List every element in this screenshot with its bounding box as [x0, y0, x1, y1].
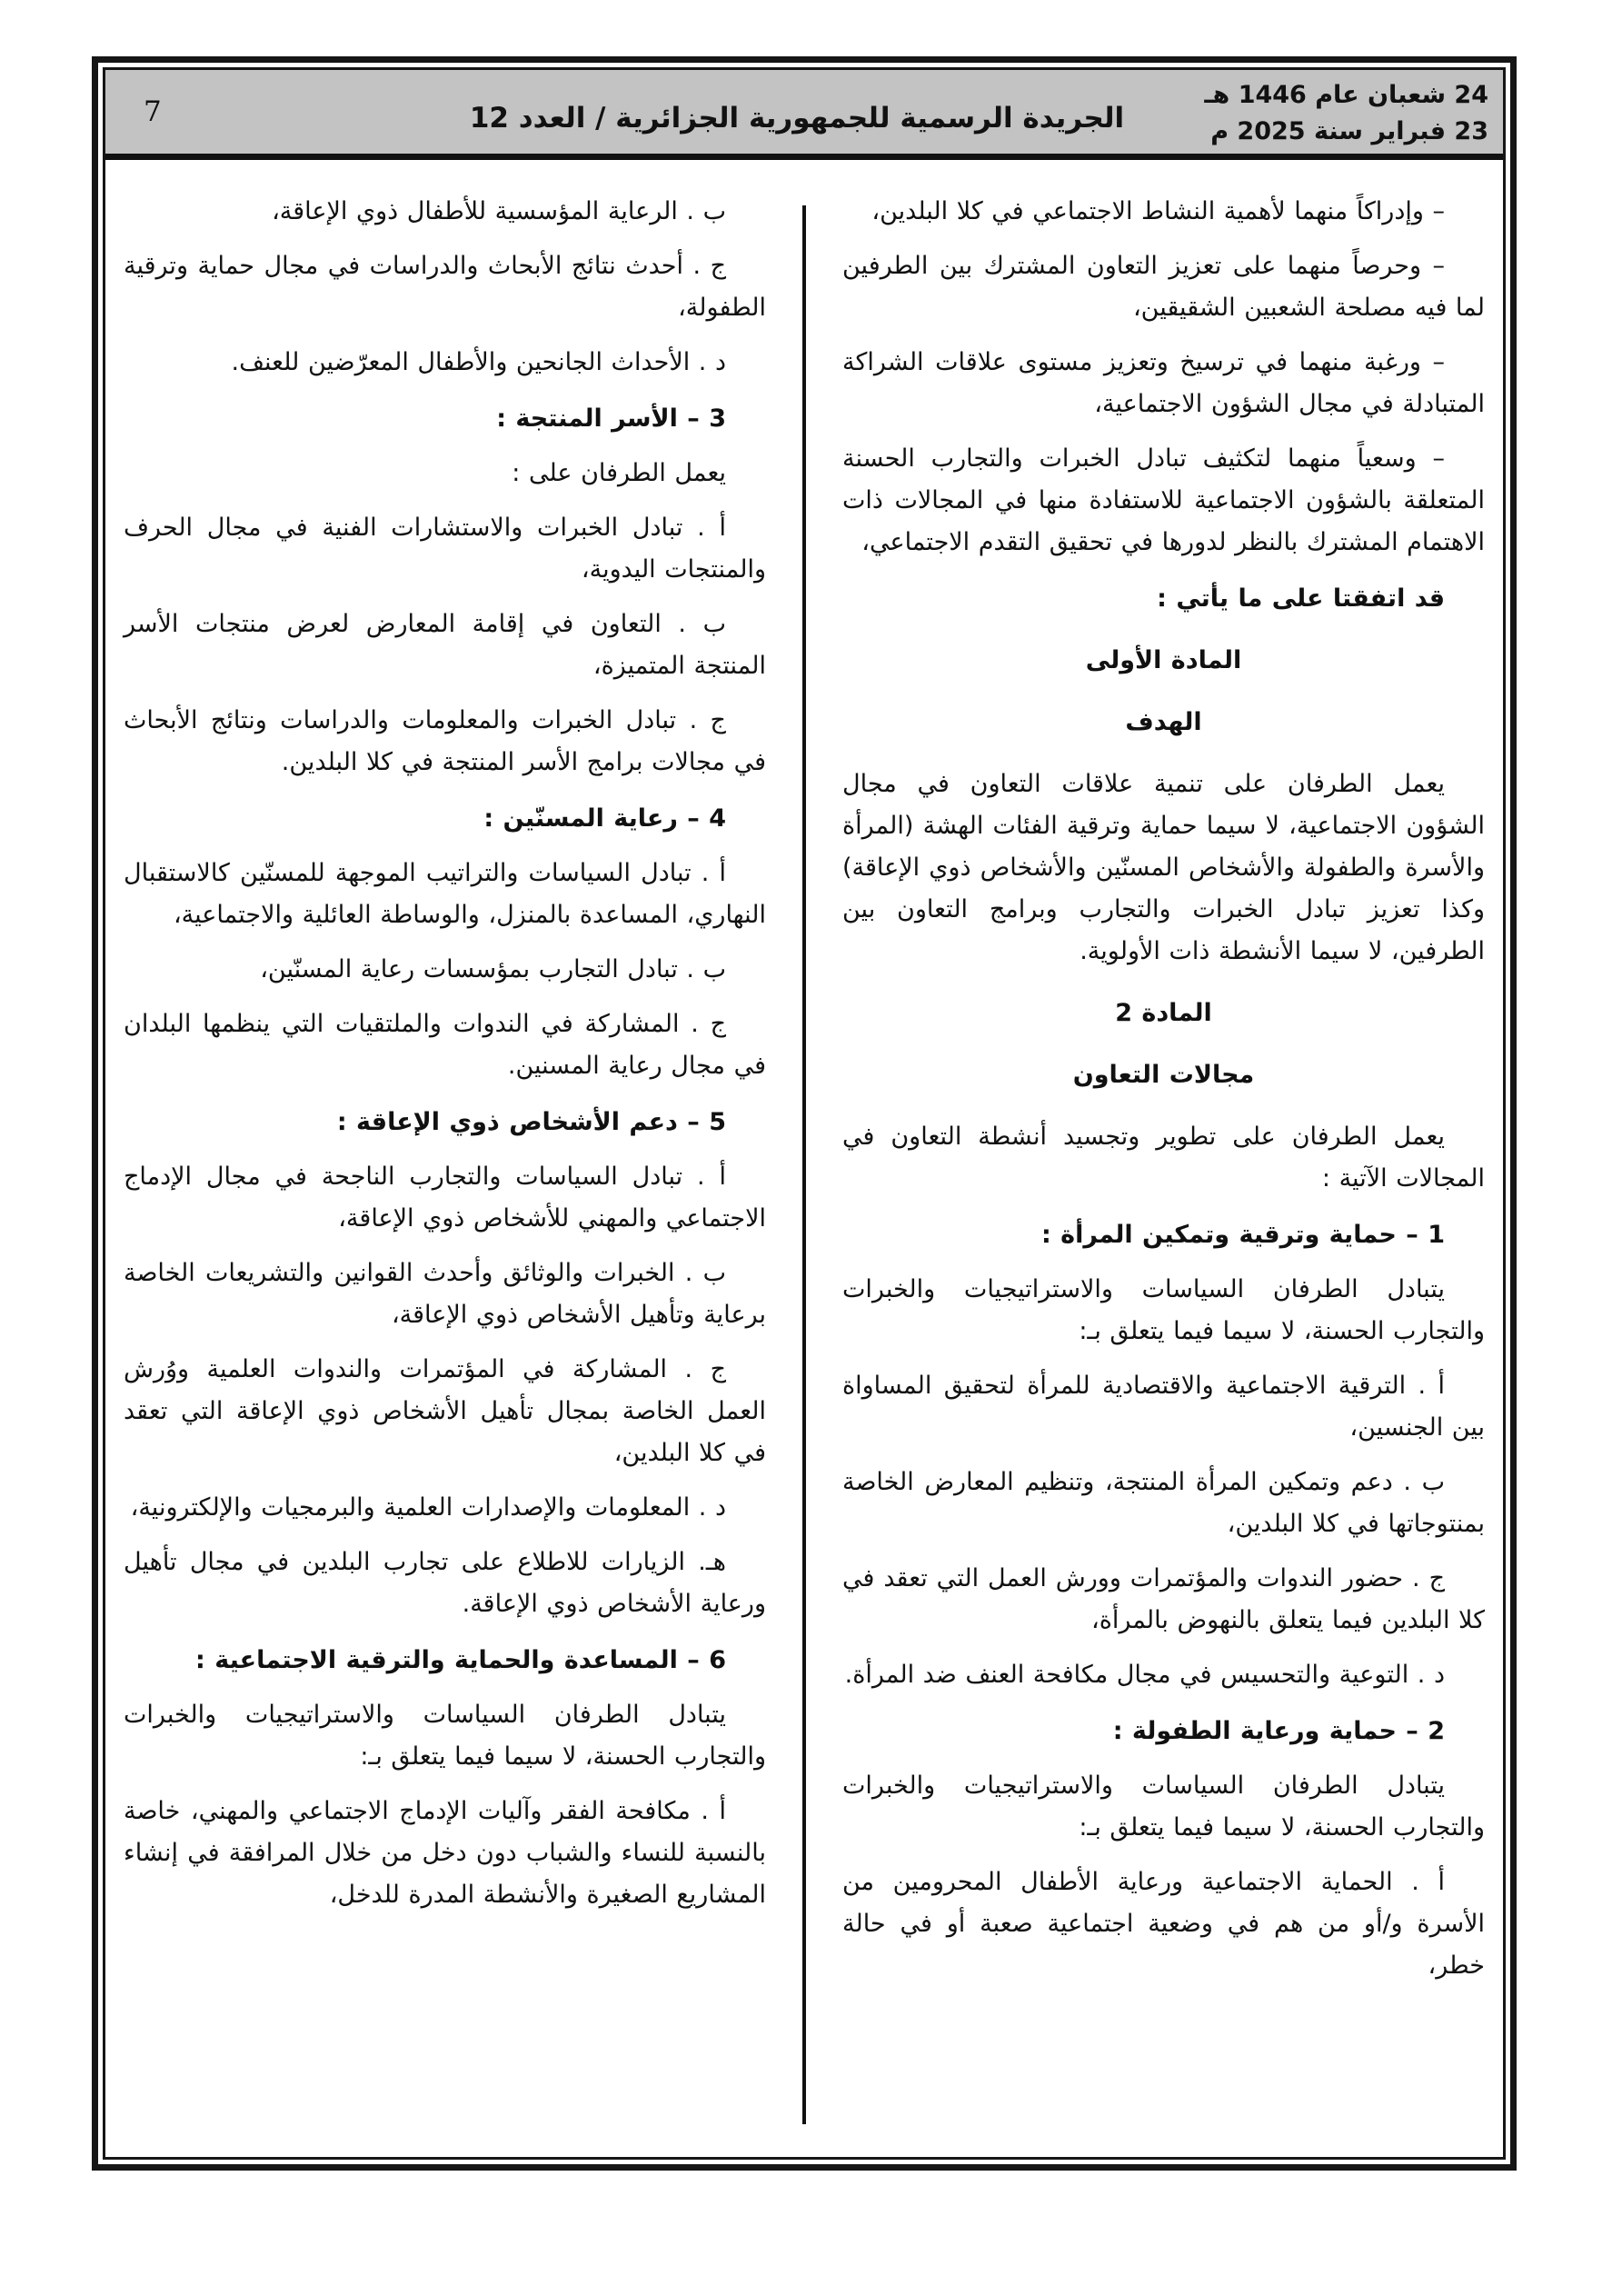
hijri-date: 24 شعبان عام 1446 هـ — [1204, 81, 1488, 109]
section-heading: 3 – الأسر المنتجة : — [496, 404, 726, 433]
section-heading: 5 – دعم الأشخاص ذوي الإعاقة : — [336, 1108, 726, 1136]
column-divider — [802, 205, 806, 2124]
paragraph: يتبادل الطرفان السياسات والاستراتيجيات والخبرات والتجارب الحسنة، لا سيما فيما يتعلق بـ: — [842, 1772, 1485, 1842]
paragraph: يعمل الطرفان على تنمية علاقات التعاون في مجال الشؤون الاجتماعية، لا سيما حماية وترقية الفئات الهشة (المرأة والأسرة والطفولة والأشخاص المسنّين والأشخاص ذوي الإعاقة) وكذا تعزيز تبادل الخبرات والتجارب وبرامج التعاون بين الطرفين، لا سيما الأنشطة ذات الأولوية. — [842, 770, 1485, 965]
page-number: 7 — [144, 95, 162, 128]
paragraph: د . الأحداث الجانحين والأطفال المعرّضين للعنف. — [231, 348, 726, 376]
section-heading: 6 – المساعدة والحماية والترقية الاجتماعية : — [195, 1646, 726, 1674]
paragraph: أ . تبادل السياسات والتراتيب الموجهة للمسنّين كالاستقبال النهاري، المساعدة بالمنزل، والوساطة العائلية والاجتماعية، — [124, 859, 766, 929]
paragraph: أ . مكافحة الفقر وآليات الإدماج الاجتماعي والمهني، خاصة بالنسبة للنساء والشباب دون دخل من خلال المرافقة في إنشاء المشاريع الصغيرة والأنشطة المدرة للدخل، — [124, 1797, 766, 1909]
section-heading: قد اتفقتا على ما يأتي : — [1157, 584, 1445, 613]
paragraph: أ . الترقية الاجتماعية والاقتصادية للمرأة لتحقيق المساواة بين الجنسين، — [842, 1372, 1485, 1442]
paragraph: ج . أحدث نتائج الأبحاث والدراسات في مجال حماية وترقية الطفولة، — [124, 252, 766, 322]
paragraph: أ . تبادل الخبرات والاستشارات الفنية في مجال الحرف والمنتجات اليدوية، — [124, 514, 766, 584]
article-heading: الهدف — [1125, 708, 1202, 736]
section-heading: 4 – رعاية المسنّين : — [483, 804, 726, 833]
paragraph: د . التوعية والتحسيس في مجال مكافحة العنف ضد المرأة. — [844, 1661, 1445, 1689]
column-left — [105, 160, 804, 2157]
paragraph: ب . الخبرات والوثائق وأحدث القوانين والتشريعات الخاصة برعاية وتأهيل الأشخاص ذوي الإعاقة، — [124, 1259, 766, 1329]
paragraph: يعمل الطرفان على تطوير وتجسيد أنشطة التعاون في المجالات الآتية : — [842, 1123, 1485, 1193]
paragraph: د . المعلومات والإصدارات العلمية والبرمجيات والإلكترونية، — [130, 1493, 726, 1522]
column-right — [804, 160, 1503, 2157]
date-block — [1189, 74, 1503, 150]
article-heading: المادة الأولى — [1085, 646, 1242, 674]
paragraph: – ورغبة منهما في ترسيخ وتعزيز مستوى علاقات الشراكة المتبادلة في مجال الشؤون الاجتماعية، — [842, 348, 1485, 418]
paragraph: ب . التعاون في إقامة المعارض لعرض منتجات الأسر المنتجة المتميزة، — [124, 610, 766, 680]
paragraph: أ . الحماية الاجتماعية ورعاية الأطفال المحرومين من الأسرة و/أو من هم في وضعية اجتماعية صعبة أو في حالة خطر، — [842, 1868, 1485, 1980]
article-heading: المادة 2 — [1115, 999, 1212, 1027]
paragraph: – وإدراكاً منهما لأهمية النشاط الاجتماعي في كلا البلدين، — [871, 197, 1445, 225]
paragraph: هـ. الزيارات للاطلاع على تجارب البلدين في مجال تأهيل ورعاية الأشخاص ذوي الإعاقة. — [124, 1548, 766, 1618]
section-heading: 1 – حماية وترقية وتمكين المرأة : — [1040, 1221, 1445, 1249]
paragraph: ج . حضور الندوات والمؤتمرات وورش العمل التي تعقد في كلا البلدين فيما يتعلق بالنهوض بالمرأة، — [842, 1564, 1485, 1634]
paragraph: أ . تبادل السياسات والتجارب الناجحة في مجال الإدماج الاجتماعي والمهني للأشخاص ذوي الإعاقة، — [124, 1163, 766, 1233]
paragraph: ج . المشاركة في المؤتمرات والندوات العلمية ووُرش العمل الخاصة بمجال تأهيل الأشخاص ذوي الإعاقة التي تعقد في كلا البلدين، — [124, 1355, 766, 1467]
document-frame — [92, 56, 1517, 2171]
paragraph: ب . تبادل التجارب بمؤسسات رعاية المسنّين، — [260, 955, 726, 983]
journal-title: الجريدة الرسمية للجمهورية الجزائرية / العدد 12 — [469, 102, 1125, 135]
article-heading: مجالات التعاون — [1072, 1061, 1255, 1089]
section-heading: 2 – حماية ورعاية الطفولة : — [1112, 1717, 1445, 1745]
paragraph: – وسعياً منهما لتكثيف تبادل الخبرات والتجارب الحسنة المتعلقة بالشؤون الاجتماعية للاستفادة منها في المجالات ذات الاهتمام المشترك بالنظر لدورها في تحقيق التقدم الاجتماعي، — [842, 444, 1485, 556]
masthead — [105, 70, 1503, 160]
paragraph: يتبادل الطرفان السياسات والاستراتيجيات والخبرات والتجارب الحسنة، لا سيما فيما يتعلق بـ: — [124, 1701, 766, 1771]
paragraph: يعمل الطرفان على : — [512, 459, 726, 487]
paragraph: ج . المشاركة في الندوات والملتقيات التي ينظمها البلدان في مجال رعاية المسنين. — [124, 1010, 766, 1080]
paragraph: ب . الرعاية المؤسسية للأطفال ذوي الإعاقة، — [272, 197, 726, 225]
paragraph: ب . دعم وتمكين المرأة المنتجة، وتنظيم المعارض الخاصة بمنتوجاتها في كلا البلدين، — [842, 1468, 1485, 1538]
document-body — [105, 160, 1503, 2157]
frame-inner — [103, 67, 1506, 2160]
paragraph: – وحرصاً منهما على تعزيز التعاون المشترك بين الطرفين لما فيه مصلحة الشعبين الشقيقين، — [842, 252, 1485, 322]
gregorian-date: 23 فبراير سنة 2025 م — [1210, 117, 1488, 145]
paragraph: ج . تبادل الخبرات والمعلومات والدراسات ونتائج الأبحاث في مجالات برامج الأسر المنتجة في كلا البلدين. — [124, 706, 766, 776]
paragraph: يتبادل الطرفان السياسات والاستراتيجيات والخبرات والتجارب الحسنة، لا سيما فيما يتعلق بـ: — [842, 1275, 1485, 1345]
